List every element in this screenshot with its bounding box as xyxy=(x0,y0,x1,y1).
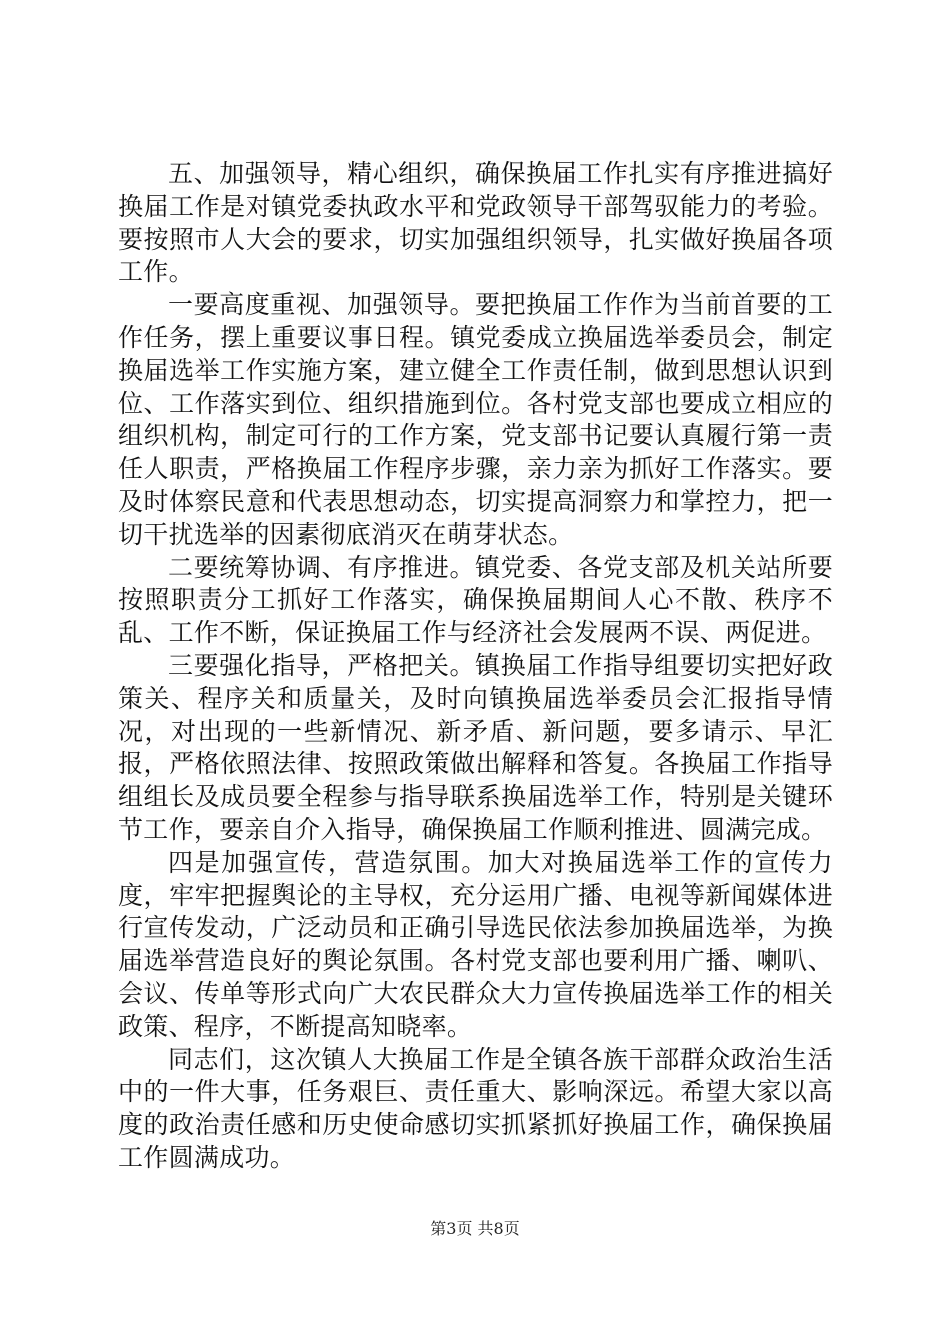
page-number-footer: 第3页 共8页 xyxy=(430,1219,520,1238)
paragraph-6: 同志们，这次镇人大换届工作是全镇各族干部群众政治生活中的一件大事，任务艰巨、责任重大、影响深远。希望大家以高度的政治责任感和历史使命感切实抓紧抓好换届工作，确保换届工作圆满成功。 xyxy=(118,1044,833,1172)
paragraph-4: 三要强化指导，严格把关。镇换届工作指导组要切实把好政策关、程序关和质量关，及时向镇换届选举委员会汇报指导情况，对出现的一些新情况、新矛盾、新问题，要多请示、早汇报，严格依照法律、按照政策做出解释和答复。各换届工作指导组组长及成员要全程参与指导联系换届选举工作，特别是关键环节工作，要亲自介入指导，确保换届工作顺利推进、圆满完成。 xyxy=(118,650,833,844)
paragraph-3: 二要统筹协调、有序推进。镇党委、各党支部及机关站所要按照职责分工抓好工作落实，确保换届期间人心不散、秩序不乱、工作不断，保证换届工作与经济社会发展两不误、两促进。 xyxy=(118,552,833,648)
document-body xyxy=(118,158,833,1175)
paragraph-2: 一要高度重视、加强领导。要把换届工作作为当前首要的工作任务，摆上重要议事日程。镇党委成立换届选举委员会，制定换届选举工作实施方案，建立健全工作责任制，做到思想认识到位、工作落实到位、组织措施到位。各村党支部也要成立相应的组织机构，制定可行的工作方案，党支部书记要认真履行第一责任人职责，严格换届工作程序步骤，亲力亲为抓好工作落实。要及时体察民意和代表思想动态，切实提高洞察力和掌控力，把一切干扰选举的因素彻底消灭在萌芽状态。 xyxy=(118,290,833,549)
paragraph-1: 五、加强领导，精心组织，确保换届工作扎实有序推进搞好换届工作是对镇党委执政水平和党政领导干部驾驭能力的考验。要按照市人大会的要求，切实加强组织领导，扎实做好换届各项工作。 xyxy=(118,159,833,287)
paragraph-5: 四是加强宣传，营造氛围。加大对换届选举工作的宣传力度，牢牢把握舆论的主导权，充分运用广播、电视等新闻媒体进行宣传发动，广泛动员和正确引导选民依法参加换届选举，为换届选举营造良好的舆论氛围。各村党支部也要利用广播、喇叭、会议、传单等形式向广大农民群众大力宣传换届选举工作的相关政策、程序，不断提高知晓率。 xyxy=(118,847,833,1041)
